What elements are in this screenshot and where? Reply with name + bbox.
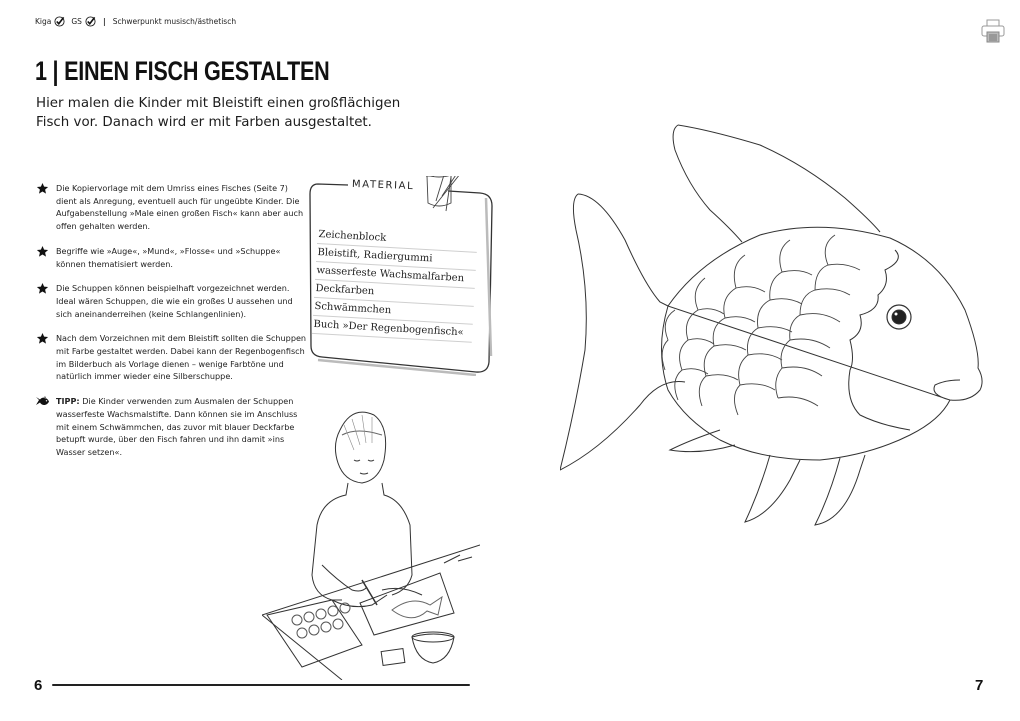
material-item: Bleistift, Radiergummi [316, 244, 477, 271]
material-item: Schwämmchen [313, 298, 474, 325]
list-item: Begriffe wie »Auge«, »Mund«, »Flosse« und »Schuppe« können thematisiert werden. [36, 245, 308, 270]
footer-rule [52, 684, 470, 686]
level-kiga: Kiga [35, 17, 52, 26]
page-number-left: 6 [34, 677, 43, 694]
material-title: MATERIAL [351, 178, 415, 193]
level-gs: GS [71, 17, 82, 26]
tip-text: Die Kinder verwenden zum Ausmalen der Schuppen wasserfeste Wachsmalstifte. Dann können sie im Anschluss mit einem Schwämmchen, das zuvor mit blauer Deckfarbe betupft wurde, über den Fisch fahren und ihn damit »ins Wasser setzen«. [56, 396, 298, 457]
material-item: Deckfarben [314, 280, 475, 307]
page-title: 1 | EINEN FISCH GESTALTEN [35, 56, 330, 86]
intro-text: Hier malen die Kinder mit Bleistift einen großflächigen Fisch vor. Danach wird er mit Farben ausgestaltet. [36, 96, 401, 130]
check-circle-icon [54, 16, 65, 27]
material-list [312, 226, 478, 343]
material-item: Zeichenblock [317, 226, 478, 253]
tip-label: TIPP: [56, 396, 80, 407]
list-item: Die Schuppen können beispielhaft vorgezeichnet werden. Ideal wären Schuppen, die wie ein großes U aussehen und sich aneinanderreihen (keine Schlangenlinien). [36, 282, 308, 320]
material-item: Buch »Der Regenbogenfisch« [312, 316, 473, 343]
header-levels [35, 16, 236, 27]
list-item: Nach dem Vorzeichnen mit dem Bleistift sollten die Schuppen mit Farbe gestaltet werden. Dabei kann der Regenbogenfisch im Bilderbuch als Vorlage dienen – wenige Farbtöne und natürlich immer wieder eine Silberschuppe. [36, 332, 308, 383]
fish-icon [36, 396, 49, 407]
child-painting-illustration [262, 405, 480, 680]
star-icon [36, 333, 49, 344]
check-circle-icon [85, 16, 96, 27]
fish-outline-template [560, 110, 1000, 540]
star-icon [36, 246, 49, 257]
star-icon [36, 283, 49, 294]
page-number-right: 7 [975, 677, 984, 694]
header-separator: | [102, 17, 106, 26]
material-item: wasserfeste Wachsmalfarben [315, 262, 476, 289]
star-icon [36, 183, 49, 194]
list-item: Die Kopiervorlage mit dem Umriss eines Fisches (Seite 7) dient als Anregung, eventuell auch für ungeübte Kinder. Die Aufgabenstellung »Male einen großen Fisch« kann aber auch offen gehalten werden. [36, 182, 308, 233]
printer-icon[interactable] [980, 18, 1006, 44]
focus-label: Schwerpunkt musisch/ästhetisch [112, 17, 237, 26]
